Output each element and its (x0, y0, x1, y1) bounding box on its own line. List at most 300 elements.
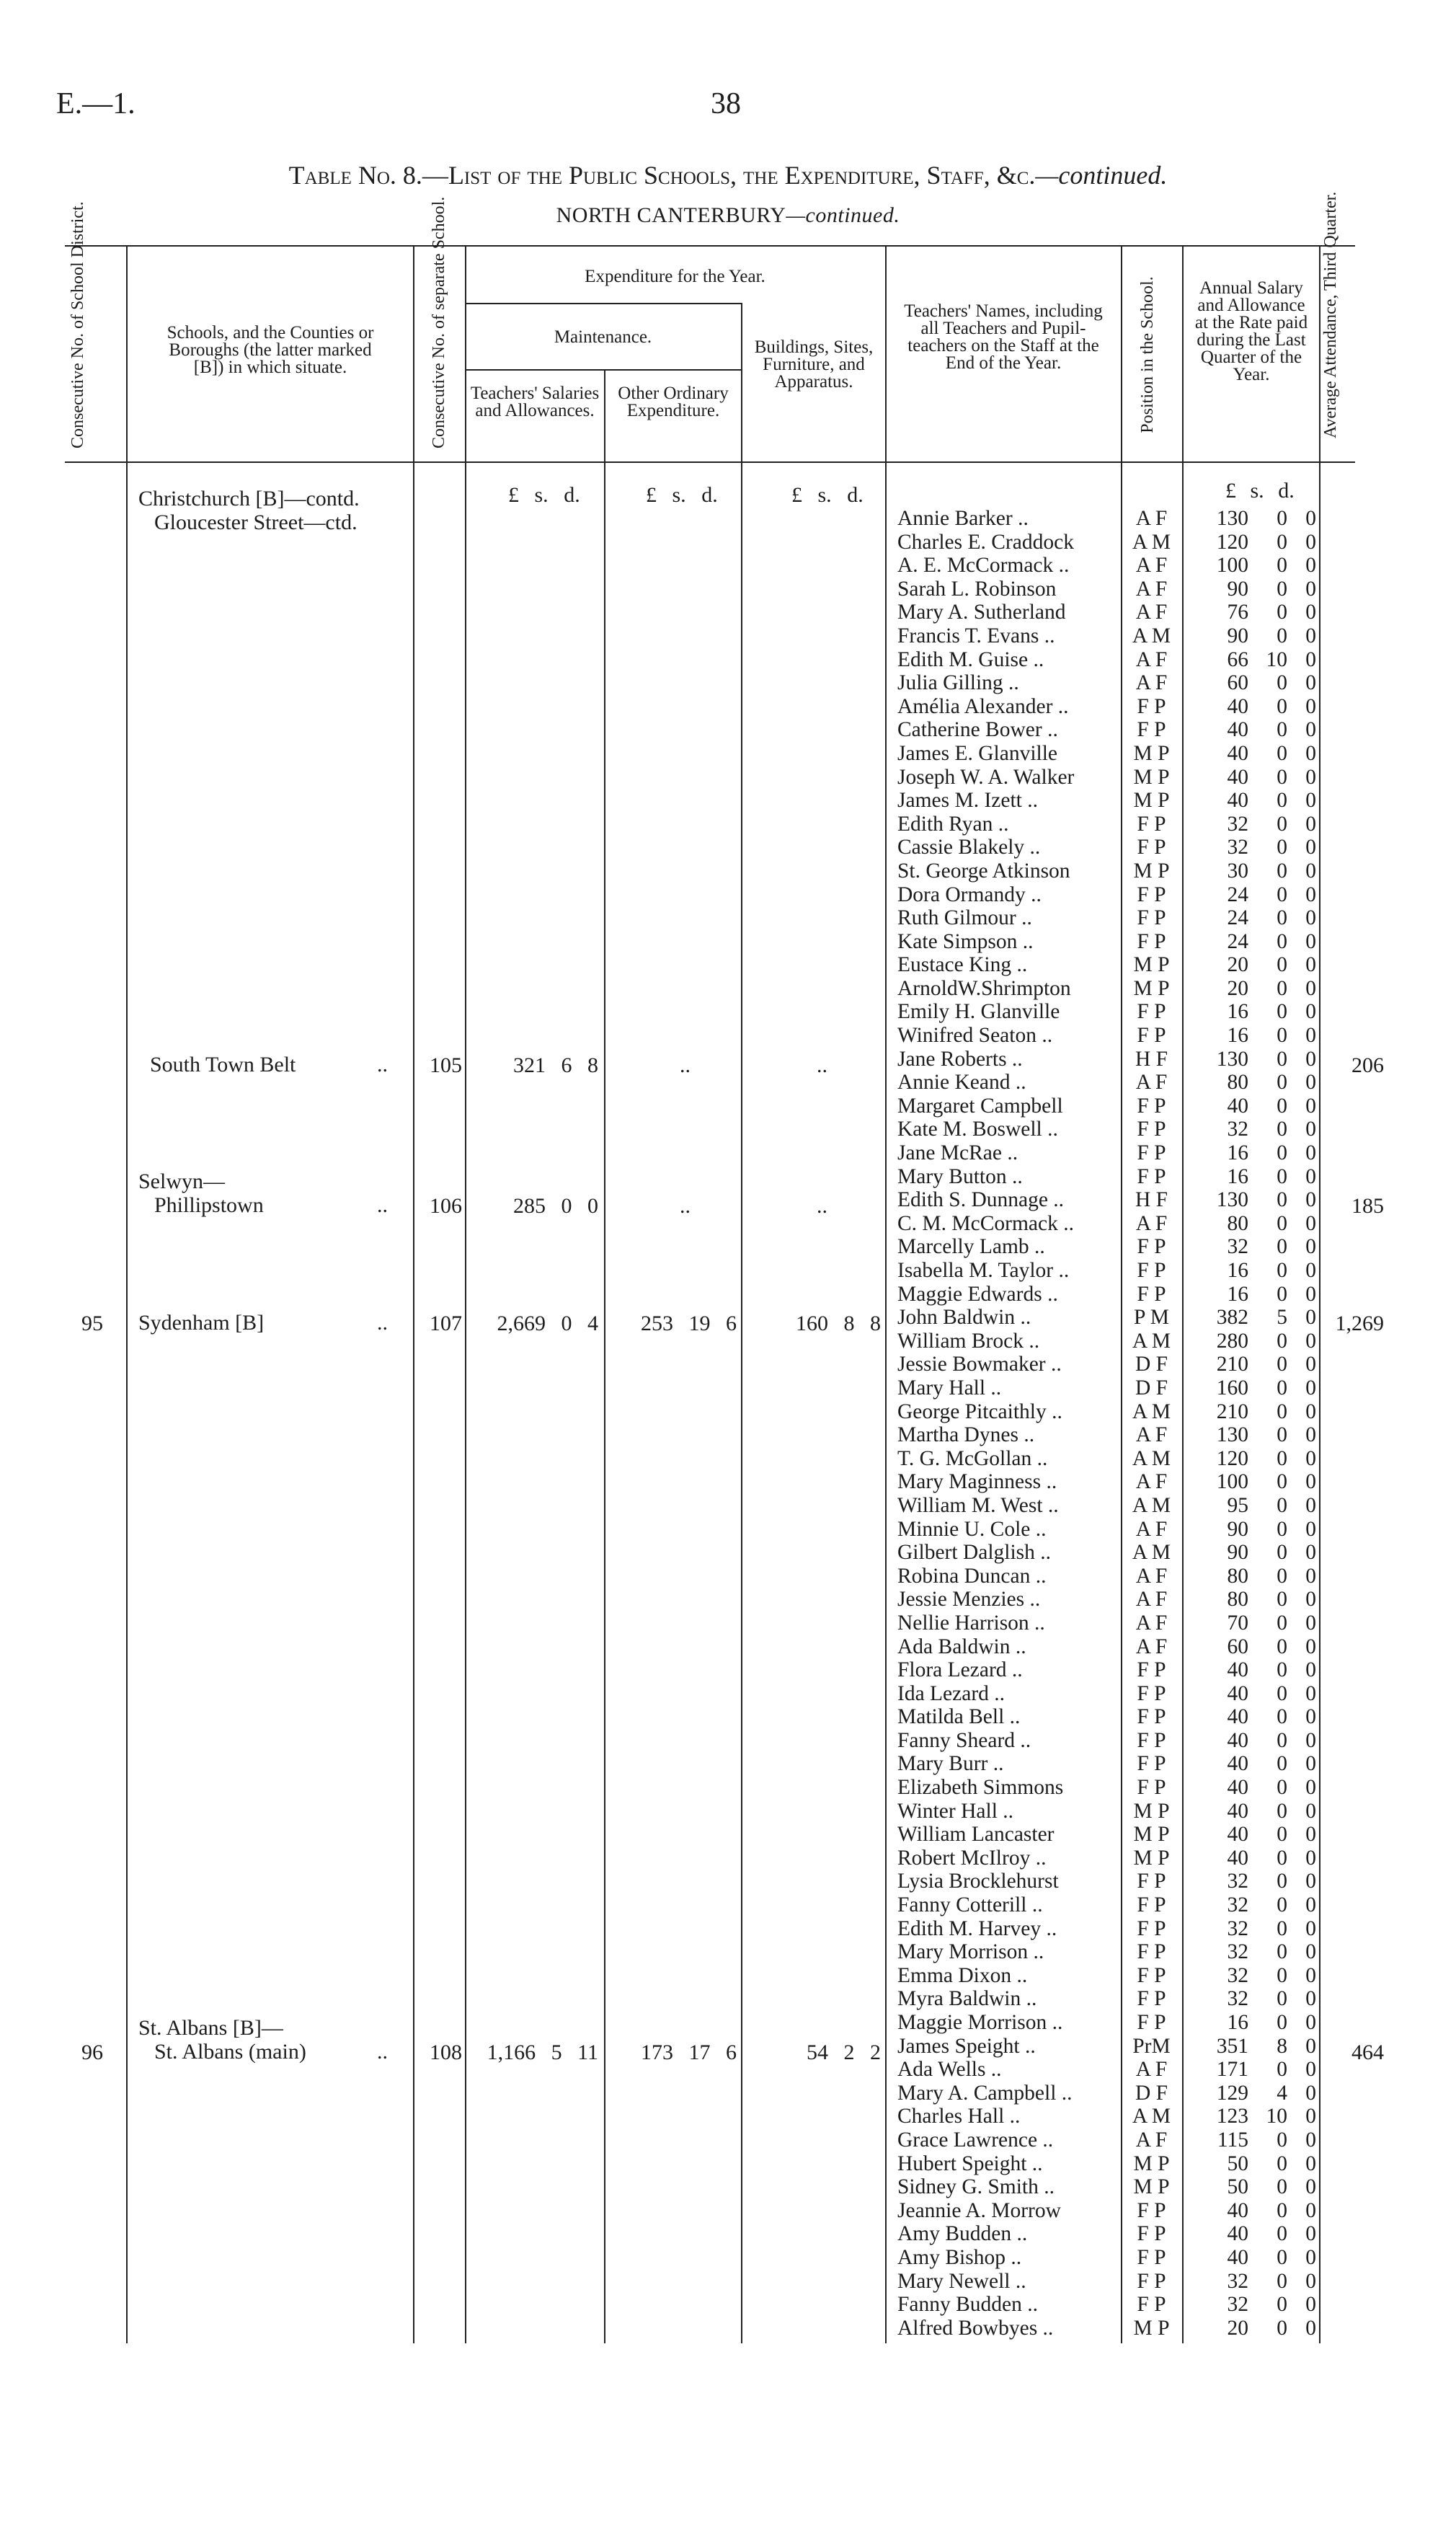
teacher-name: Kate Simpson .. (897, 929, 1034, 953)
salary-shillings: 0 (1277, 1846, 1287, 1870)
salary-pence: 0 (1305, 1306, 1316, 1330)
salary-shillings: 0 (1277, 1423, 1287, 1447)
salary-pence: 0 (1305, 1211, 1316, 1235)
salary-shillings: 0 (1277, 718, 1287, 742)
salary-pence: 0 (1305, 1329, 1316, 1353)
attendance-value: 185 (1351, 1194, 1384, 1218)
subtitle-main: NORTH CANTERBURY (556, 203, 786, 227)
attendance-value: 464 (1351, 2040, 1384, 2064)
teacher-position: M P (1133, 976, 1170, 1000)
teacher-position: F P (1137, 2269, 1166, 2293)
salary-pounds: 24 (1227, 929, 1248, 953)
buildings-value: .. (817, 1053, 827, 1077)
teacher-position: M P (1133, 1823, 1170, 1847)
teacher-position: H F (1135, 1047, 1168, 1071)
teacher-name: James M. Izett .. (897, 789, 1038, 813)
teacher-name: Elizabeth Simmons (897, 1776, 1064, 1800)
school-name-line1: South Town Belt (150, 1053, 296, 1076)
teacher-name: James E. Glanville (897, 741, 1058, 765)
salary-pence: 0 (1305, 1776, 1316, 1800)
teacher-name: Mary Morrison .. (897, 1940, 1044, 1964)
salary-shillings: 0 (1277, 1353, 1287, 1376)
salary-pounds: 130 (1216, 507, 1248, 530)
salary-pence: 0 (1305, 883, 1316, 906)
teacher-name: Mary A. Campbell .. (897, 2081, 1073, 2105)
teacher-position: F P (1137, 1752, 1166, 1776)
salary-pounds: 160 (1216, 1376, 1248, 1400)
salary-pounds: 130 (1216, 1188, 1248, 1212)
salary-pence: 0 (1305, 1446, 1316, 1470)
teacher-position: A F (1135, 671, 1168, 695)
salary-pounds: 120 (1216, 1446, 1248, 1470)
salary-pounds: 40 (1227, 2198, 1248, 2222)
teacher-position: A F (1135, 1071, 1168, 1095)
salary-shillings: 0 (1277, 1963, 1287, 1987)
teacher-name: Cassie Blakely .. (897, 836, 1041, 859)
col-rule-8 (1182, 245, 1184, 2343)
salary-pence: 0 (1305, 1541, 1316, 1565)
header-attendance: Average Attendance, Third Quarter. (1321, 191, 1340, 438)
teacher-name: Ada Baldwin .. (897, 1635, 1026, 1658)
salary-pence: 0 (1305, 2128, 1316, 2152)
teacher-name: Emma Dixon .. (897, 1963, 1028, 1987)
header-maintenance: Maintenance. (554, 327, 652, 347)
teacher-position: F P (1137, 1916, 1166, 1940)
school-name-line2: Phillipstown (154, 1193, 264, 1217)
salary-pounds: 16 (1227, 1141, 1248, 1165)
salary-pounds: 20 (1227, 953, 1248, 977)
teacher-position: A F (1135, 554, 1168, 578)
teacher-name: William Lancaster (897, 1823, 1055, 1847)
teacher-name: Amy Budden .. (897, 2222, 1028, 2246)
salary-shillings: 0 (1277, 1564, 1287, 1588)
teacher-name: Mary Maginness .. (897, 1470, 1057, 1494)
teacher-name: Hubert Speight .. (897, 2152, 1043, 2175)
teachers-salaries-value: 285 0 0 (513, 1194, 598, 1218)
teacher-position: F P (1137, 1259, 1166, 1282)
teacher-name: Winter Hall .. (897, 1799, 1014, 1823)
buildings-value: 54 2 2 (807, 2040, 881, 2064)
teacher-position: M P (1133, 953, 1170, 977)
teacher-position: F P (1137, 1776, 1166, 1800)
salary-pounds: 40 (1227, 2245, 1248, 2269)
teacher-position: F P (1137, 2011, 1166, 2034)
unit-shillings: s. (817, 483, 832, 507)
separate-school-no: 107 (430, 1312, 462, 1335)
salary-pence: 0 (1305, 1987, 1316, 2011)
teacher-position: D F (1135, 2081, 1168, 2105)
teacher-position: A F (1135, 1635, 1168, 1658)
teacher-name: Maggie Morrison .. (897, 2011, 1063, 2034)
teacher-position: A M (1132, 1446, 1171, 1470)
teacher-name: Edith S. Dunnage .. (897, 1188, 1065, 1212)
teacher-name: Kate M. Boswell .. (897, 1118, 1058, 1141)
salary-pounds: 32 (1227, 1235, 1248, 1259)
teacher-name: T. G. McGollan .. (897, 1446, 1048, 1470)
other-expenditure-value: .. (680, 1053, 691, 1077)
salary-shillings: 0 (1277, 1611, 1287, 1635)
title-suffix: —continued. (1035, 161, 1168, 190)
teacher-position: F P (1137, 1235, 1166, 1259)
salary-shillings: 0 (1277, 812, 1287, 836)
salary-pence: 0 (1305, 1517, 1316, 1541)
salary-pounds: 20 (1227, 2316, 1248, 2340)
unit-pounds: £ (1225, 479, 1236, 503)
teacher-position: F P (1137, 1681, 1166, 1705)
salary-pence: 0 (1305, 1846, 1316, 1870)
salary-pounds: 30 (1227, 859, 1248, 883)
salary-shillings: 0 (1277, 1987, 1287, 2011)
salary-pence: 0 (1305, 647, 1316, 671)
salary-pounds: 130 (1216, 1047, 1248, 1071)
teacher-name: Mary Button .. (897, 1164, 1023, 1188)
maintenance-split-rule (465, 369, 741, 371)
salary-shillings: 0 (1277, 1916, 1287, 1940)
school-name (150, 1053, 388, 1077)
teacher-position: F P (1137, 1164, 1166, 1188)
salary-shillings: 4 (1277, 2081, 1287, 2105)
teacher-name: Jessie Bowmaker .. (897, 1353, 1062, 1376)
teacher-position: A M (1132, 2105, 1171, 2128)
salary-pounds: 280 (1216, 1329, 1248, 1353)
teacher-name: Fanny Cotterill .. (897, 1893, 1043, 1917)
teacher-position: F P (1137, 718, 1166, 742)
salary-pence: 0 (1305, 1259, 1316, 1282)
salary-shillings: 0 (1277, 2198, 1287, 2222)
salary-shillings: 0 (1277, 2269, 1287, 2293)
salary-pounds: 32 (1227, 1893, 1248, 1917)
teacher-name: Catherine Bower .. (897, 718, 1058, 742)
salary-pence: 0 (1305, 1470, 1316, 1494)
teacher-position: F P (1137, 1658, 1166, 1682)
salary-pence: 0 (1305, 624, 1316, 647)
teacher-position: M P (1133, 2152, 1170, 2175)
salary-pence: 0 (1305, 2198, 1316, 2222)
salary-pence: 0 (1305, 1870, 1316, 1893)
salary-pence: 0 (1305, 2034, 1316, 2058)
salary-pence-column (1290, 507, 1316, 2340)
teacher-name: Lysia Brocklehurst (897, 1870, 1059, 1893)
teacher-name: Annie Keand .. (897, 1071, 1026, 1095)
salary-pounds: 40 (1227, 1846, 1248, 1870)
salary-shillings: 0 (1277, 1376, 1287, 1400)
salary-pounds: 20 (1227, 976, 1248, 1000)
teacher-position: A M (1132, 624, 1171, 647)
salary-pence: 0 (1305, 2293, 1316, 2317)
maintenance-rule (465, 303, 741, 304)
unit-pence: d. (1278, 479, 1295, 503)
salary-pounds: 32 (1227, 1916, 1248, 1940)
school-name-line2: St. Albans (main) (154, 2039, 306, 2064)
salary-pence: 0 (1305, 1353, 1316, 1376)
salary-shillings: 0 (1277, 1752, 1287, 1776)
salary-pence: 0 (1305, 929, 1316, 953)
salary-shillings: 0 (1277, 2152, 1287, 2175)
salary-pence: 0 (1305, 718, 1316, 742)
salary-shillings: 0 (1277, 906, 1287, 930)
teacher-position: M P (1133, 789, 1170, 813)
district-no: 96 (81, 2040, 103, 2064)
salary-shillings: 0 (1277, 1400, 1287, 1423)
unit-pence: d. (564, 483, 580, 507)
salary-shillings: 0 (1277, 2128, 1287, 2152)
teacher-position: PrM (1132, 2034, 1171, 2058)
units-other (646, 483, 718, 508)
teacher-name: Ruth Gilmour .. (897, 906, 1032, 930)
salary-pence: 0 (1305, 1681, 1316, 1705)
teacher-name: Joseph W. A. Walker (897, 765, 1075, 789)
teacher-position: M P (1133, 1846, 1170, 1870)
teacher-position: D F (1135, 1353, 1168, 1376)
col-rule-3 (465, 245, 466, 2343)
salary-shillings: 0 (1277, 1164, 1287, 1188)
salary-shillings: 0 (1277, 2245, 1287, 2269)
salary-pounds: 16 (1227, 2011, 1248, 2034)
teacher-position: F P (1137, 1728, 1166, 1752)
salary-pounds: 382 (1216, 1306, 1248, 1330)
salary-shillings: 0 (1277, 1259, 1287, 1282)
salary-pounds: 50 (1227, 2175, 1248, 2199)
teacher-position: A F (1135, 507, 1168, 530)
salary-pence: 0 (1305, 1235, 1316, 1259)
salary-pence: 0 (1305, 1376, 1316, 1400)
teacher-position: A F (1135, 601, 1168, 624)
teacher-name: Sarah L. Robinson (897, 577, 1057, 601)
salary-shillings: 0 (1277, 671, 1287, 695)
name-leader: .. (377, 1311, 388, 1335)
salary-pounds: 120 (1216, 530, 1248, 554)
teacher-position: A F (1135, 1588, 1168, 1611)
title-prefix: Table No. 8.— (288, 161, 448, 190)
other-expenditure-value: .. (680, 1194, 691, 1218)
salary-pounds: 32 (1227, 836, 1248, 859)
teachers-salaries-value: 1,166 5 11 (487, 2040, 598, 2064)
header-school-name: Schools, and the Counties or Boroughs (the latter marked [B]) in which situate. (167, 323, 374, 377)
salary-shillings: 8 (1277, 2034, 1287, 2058)
salary-pence: 0 (1305, 1141, 1316, 1165)
salary-pounds: 351 (1216, 2034, 1248, 2058)
salary-pence: 0 (1305, 2316, 1316, 2340)
col-rule-2 (413, 245, 414, 2343)
teacher-position: F P (1137, 1094, 1166, 1118)
col-rule-6 (885, 245, 887, 2343)
salary-pounds: 40 (1227, 1094, 1248, 1118)
district-no: 95 (81, 1312, 103, 1335)
teacher-name: Emily H. Glanville (897, 1000, 1060, 1024)
salary-pounds: 40 (1227, 1799, 1248, 1823)
salary-pence: 0 (1305, 671, 1316, 695)
salary-shillings: 0 (1277, 1235, 1287, 1259)
salary-pounds: 90 (1227, 1517, 1248, 1541)
teacher-name: Alfred Bowbyes .. (897, 2316, 1054, 2340)
school-name-line1: Christchurch [B]—contd. (138, 487, 360, 510)
salary-pounds: 40 (1227, 718, 1248, 742)
salary-pence: 0 (1305, 789, 1316, 813)
salary-shillings: 0 (1277, 859, 1287, 883)
salary-shillings: 0 (1277, 929, 1287, 953)
salary-pence: 0 (1305, 1635, 1316, 1658)
salary-pence: 0 (1305, 1423, 1316, 1447)
salary-shillings: 0 (1277, 2222, 1287, 2246)
salary-pounds: 100 (1216, 554, 1248, 578)
teacher-name: Isabella M. Taylor .. (897, 1259, 1070, 1282)
teacher-name: Maggie Edwards .. (897, 1282, 1058, 1306)
teacher-position: F P (1137, 1987, 1166, 2011)
teacher-position: A F (1135, 1211, 1168, 1235)
salary-shillings: 0 (1277, 1588, 1287, 1611)
salary-shillings: 0 (1277, 694, 1287, 718)
salary-pounds: 90 (1227, 577, 1248, 601)
teachers-salaries-value: 321 6 8 (513, 1053, 598, 1077)
salary-pence: 0 (1305, 953, 1316, 977)
teacher-position: A M (1132, 1400, 1171, 1423)
teacher-position: F P (1137, 812, 1166, 836)
col-rule-1 (126, 245, 128, 2343)
salary-shillings: 0 (1277, 1799, 1287, 1823)
teacher-position: M P (1133, 1799, 1170, 1823)
salary-pence: 0 (1305, 1282, 1316, 1306)
salary-pounds: 210 (1216, 1400, 1248, 1423)
salary-pence: 0 (1305, 1118, 1316, 1141)
salary-pence: 0 (1305, 906, 1316, 930)
teacher-position: M P (1133, 741, 1170, 765)
salary-shillings: 0 (1277, 507, 1287, 530)
salary-pounds: 40 (1227, 1776, 1248, 1800)
salary-pounds: 80 (1227, 1211, 1248, 1235)
salary-pounds: 24 (1227, 883, 1248, 906)
salary-pounds: 32 (1227, 2269, 1248, 2293)
salary-shillings-column (1251, 507, 1287, 2340)
salary-pence: 0 (1305, 859, 1316, 883)
teacher-name: Amy Bishop .. (897, 2245, 1022, 2269)
report-code: E.—1. (56, 87, 136, 120)
table-top-rule (65, 245, 1355, 247)
teacher-position: P M (1134, 1306, 1169, 1330)
units-annual (1225, 479, 1295, 503)
salary-pounds: 40 (1227, 2222, 1248, 2246)
teacher-position: A M (1132, 1493, 1171, 1517)
salary-shillings: 0 (1277, 2316, 1287, 2340)
salary-pounds: 32 (1227, 1940, 1248, 1964)
teachers-salaries-value: 2,669 0 4 (497, 1312, 598, 1335)
school-name-line2: Gloucester Street—ctd. (154, 510, 358, 534)
teacher-name: Grace Lawrence .. (897, 2128, 1054, 2152)
units-salaries (508, 483, 580, 508)
salary-pence: 0 (1305, 976, 1316, 1000)
teacher-name: Annie Barker .. (897, 507, 1029, 530)
salary-shillings: 0 (1277, 1211, 1287, 1235)
teacher-name: Jane McRae .. (897, 1141, 1018, 1165)
salary-shillings: 0 (1277, 1705, 1287, 1729)
salary-pounds: 40 (1227, 1681, 1248, 1705)
separate-school-no: 106 (430, 1194, 462, 1218)
salary-pounds: 66 (1227, 647, 1248, 671)
teacher-position: D F (1135, 1376, 1168, 1400)
teacher-name: Mary Burr .. (897, 1752, 1004, 1776)
teacher-position: F P (1137, 2293, 1166, 2317)
teacher-name: Martha Dynes .. (897, 1423, 1035, 1447)
teacher-position: A F (1135, 1564, 1168, 1588)
teacher-position: F P (1137, 929, 1166, 953)
salary-pence: 0 (1305, 1705, 1316, 1729)
school-name-line1: Sydenham [B] (138, 1311, 265, 1335)
salary-pounds: 171 (1216, 2058, 1248, 2082)
teacher-name: Winifred Seaton .. (897, 1024, 1053, 1048)
salary-pence: 0 (1305, 2222, 1316, 2246)
salary-pounds: 40 (1227, 1658, 1248, 1682)
salary-pounds: 90 (1227, 1541, 1248, 1565)
col-rule-5 (741, 303, 742, 2343)
teacher-name: William M. West .. (897, 1493, 1059, 1517)
salary-pence: 0 (1305, 2081, 1316, 2105)
salary-pence: 0 (1305, 1799, 1316, 1823)
salary-shillings: 0 (1277, 1541, 1287, 1565)
salary-pounds: 130 (1216, 1423, 1248, 1447)
teacher-name: Margaret Campbell (897, 1094, 1063, 1118)
salary-pounds: 32 (1227, 1963, 1248, 1987)
salary-shillings: 0 (1277, 554, 1287, 578)
salary-pence: 0 (1305, 2105, 1316, 2128)
teacher-position: A F (1135, 647, 1168, 671)
salary-pence: 0 (1305, 1940, 1316, 1964)
salary-shillings: 0 (1277, 2011, 1287, 2034)
teacher-name: Julia Gilling .. (897, 671, 1019, 695)
salary-shillings: 0 (1277, 1047, 1287, 1071)
salary-pence: 0 (1305, 1094, 1316, 1118)
teacher-name: Edith Ryan .. (897, 812, 1009, 836)
teacher-position: A M (1132, 1541, 1171, 1565)
teacher-name: St. George Atkinson (897, 859, 1070, 883)
separate-school-no: 108 (430, 2040, 462, 2064)
salary-shillings: 0 (1277, 1681, 1287, 1705)
header-separate-school-no: Consecutive No. of separate School. (430, 196, 448, 448)
units-buildings (791, 483, 864, 508)
teacher-position: F P (1137, 1282, 1166, 1306)
teacher-name: Minnie U. Cole .. (897, 1517, 1047, 1541)
salary-pence: 0 (1305, 1658, 1316, 1682)
teacher-name: ArnoldW.Shrimpton (897, 976, 1071, 1000)
salary-pence: 0 (1305, 507, 1316, 530)
salary-pounds: 95 (1227, 1493, 1248, 1517)
unit-shillings: s. (672, 483, 686, 507)
separate-school-no: 105 (430, 1053, 462, 1077)
salary-pounds: 100 (1216, 1470, 1248, 1494)
salary-pence: 0 (1305, 1024, 1316, 1048)
unit-pence: d. (847, 483, 864, 507)
salary-pence: 0 (1305, 836, 1316, 859)
header-teachers-salaries: Teachers' Salaries and Allowances. (470, 384, 600, 420)
teacher-position: F P (1137, 1141, 1166, 1165)
table-title (0, 160, 1456, 190)
teacher-name: Edith M. Guise .. (897, 647, 1044, 671)
name-leader: .. (377, 2040, 388, 2064)
teacher-names-column (897, 507, 1119, 2340)
salary-pounds: 115 (1217, 2128, 1248, 2152)
salary-pounds: 16 (1227, 1164, 1248, 1188)
salary-pounds: 80 (1227, 1071, 1248, 1095)
teacher-position: F P (1137, 2198, 1166, 2222)
teacher-name: Myra Baldwin .. (897, 1987, 1037, 2011)
buildings-value: .. (817, 1194, 827, 1218)
salary-shillings: 0 (1277, 601, 1287, 624)
teacher-position: M P (1133, 2316, 1170, 2340)
salary-shillings: 0 (1277, 1658, 1287, 1682)
salary-shillings: 0 (1277, 1728, 1287, 1752)
teacher-name: Charles E. Craddock (897, 530, 1074, 554)
salary-pence: 0 (1305, 1400, 1316, 1423)
salary-shillings: 0 (1277, 765, 1287, 789)
school-name-line1: St. Albans [B]— (138, 2016, 283, 2040)
